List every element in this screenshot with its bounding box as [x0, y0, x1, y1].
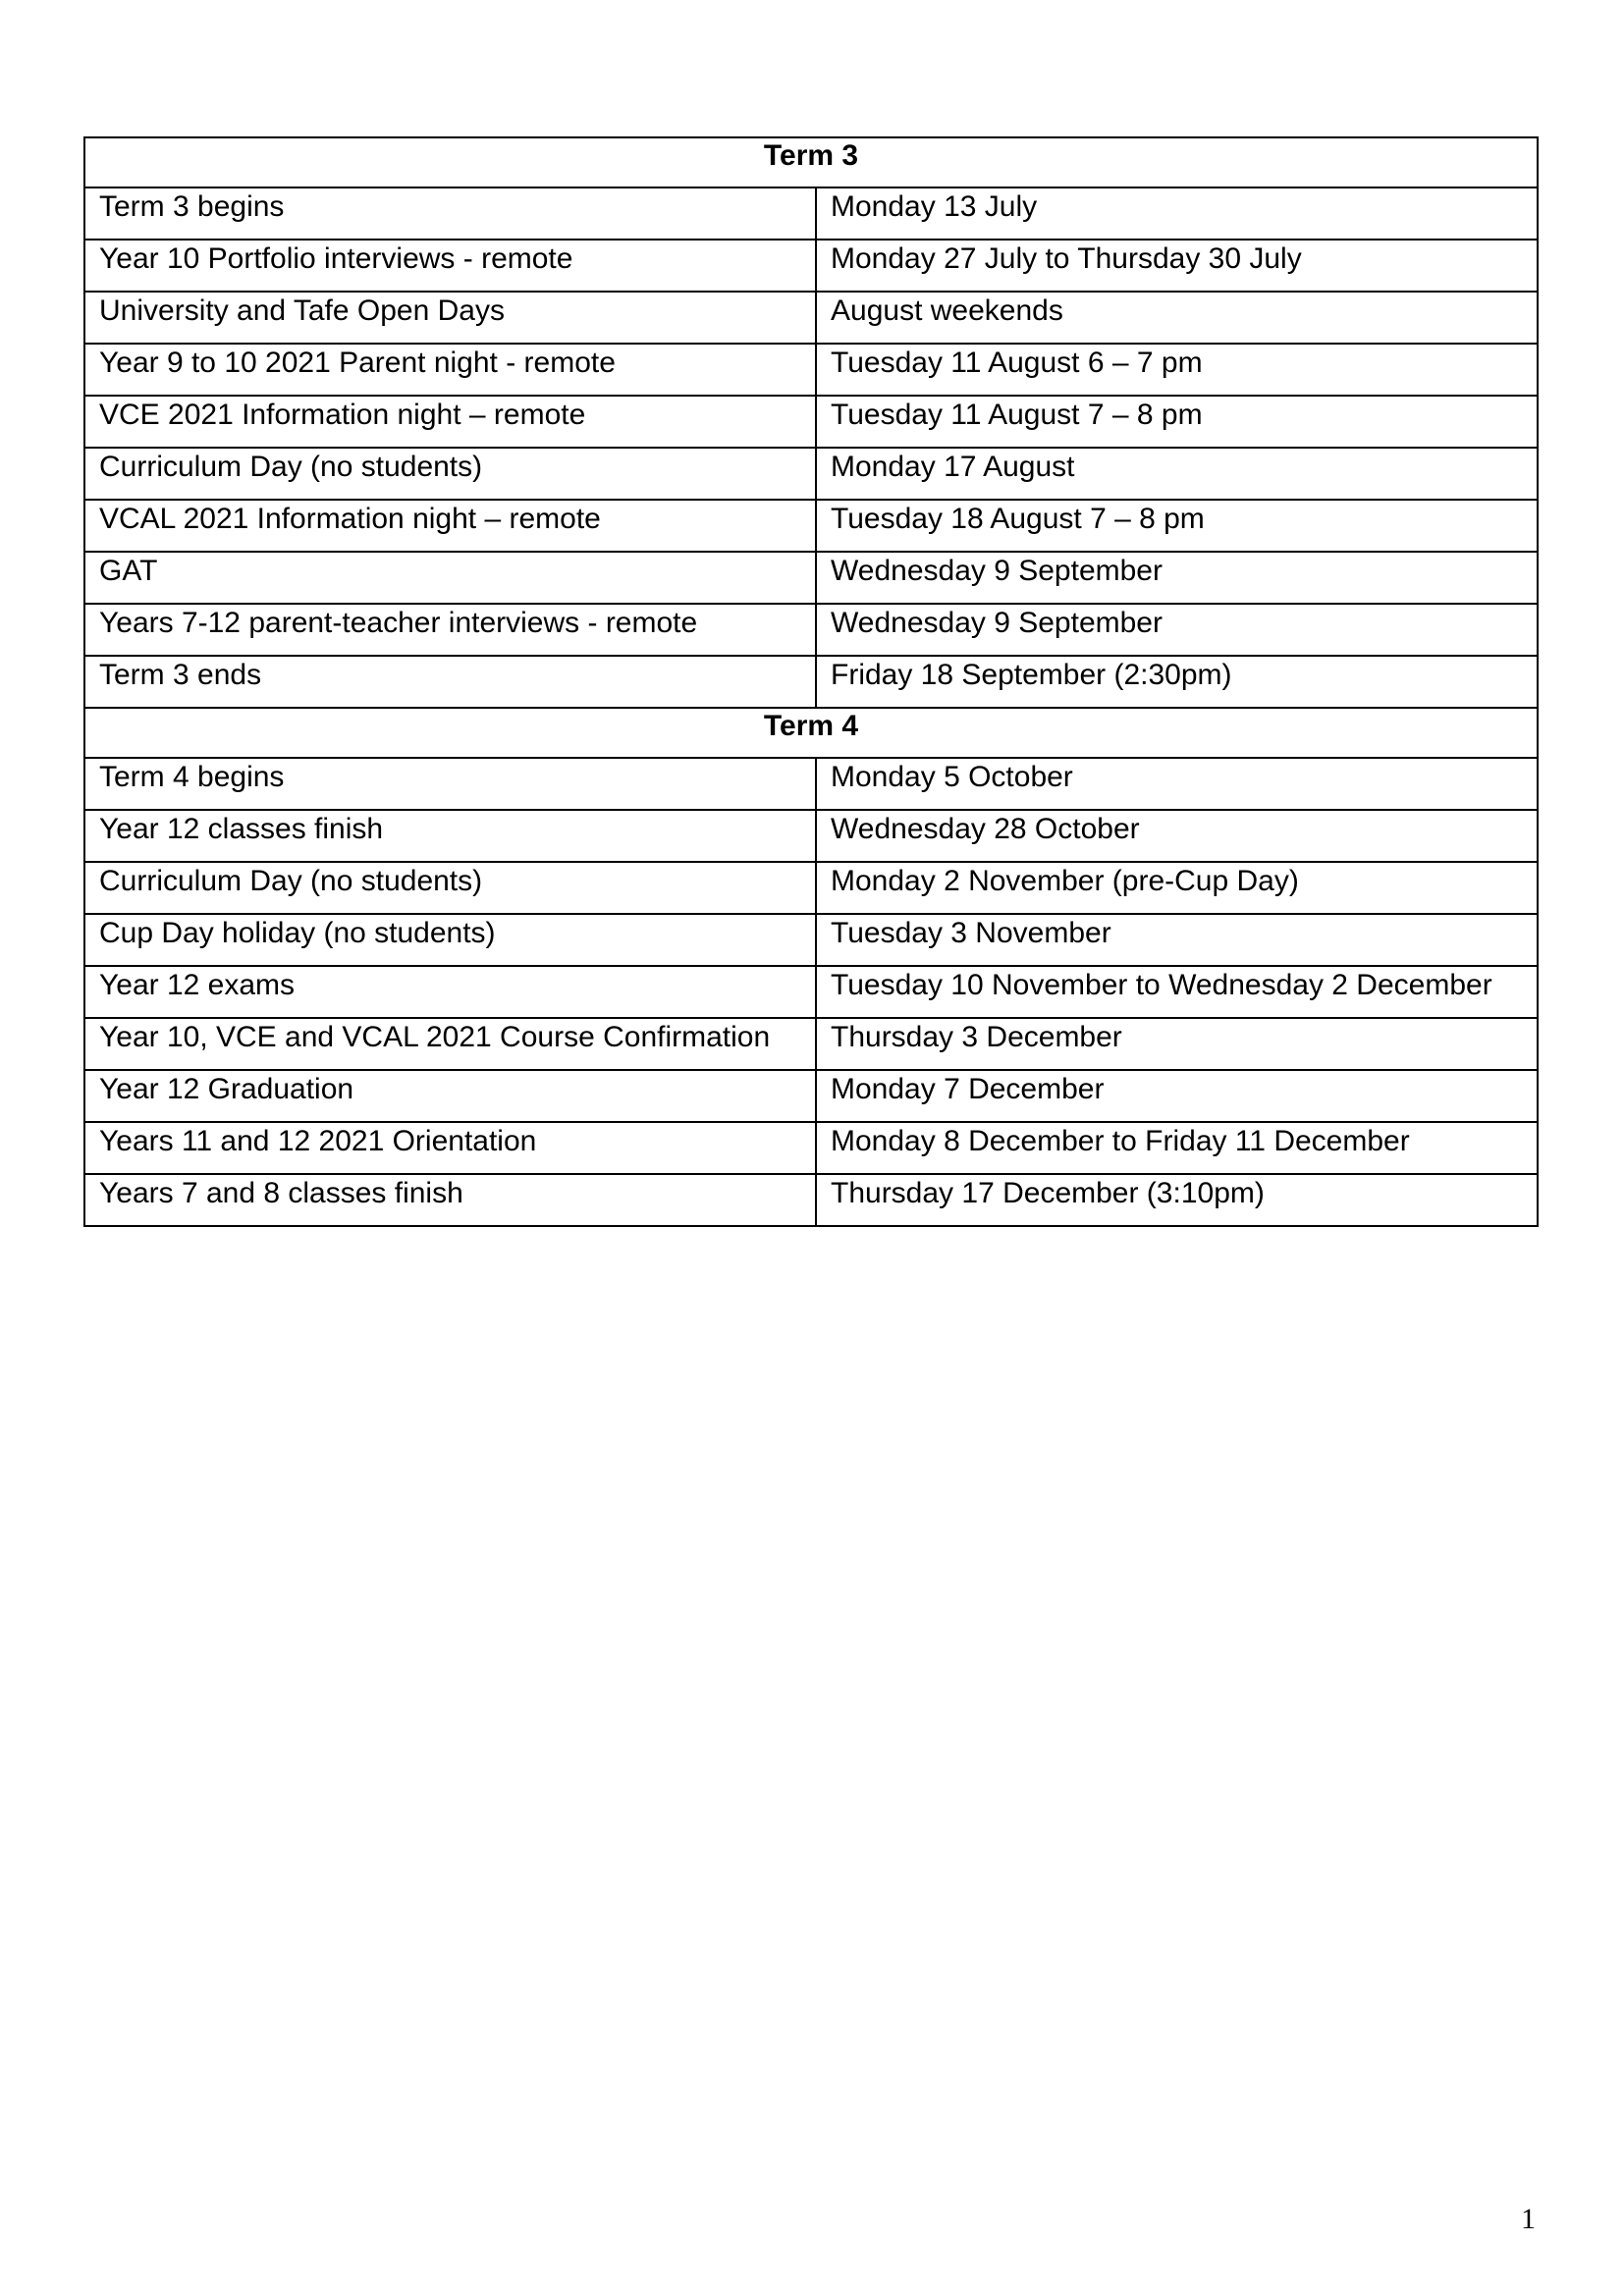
- table-row: [84, 552, 1538, 604]
- event-cell: Year 10, VCE and VCAL 2021 Course Confirmation: [84, 1018, 816, 1070]
- event-cell: Year 12 Graduation: [84, 1070, 816, 1122]
- table-row: [84, 448, 1538, 500]
- table-row: [84, 914, 1538, 966]
- table-row: [84, 1174, 1538, 1226]
- table-row: [84, 344, 1538, 396]
- table-row: [84, 1122, 1538, 1174]
- date-cell: Monday 7 December: [816, 1070, 1538, 1122]
- event-cell: University and Tafe Open Days: [84, 292, 816, 344]
- date-cell: Tuesday 11 August 6 – 7 pm: [816, 344, 1538, 396]
- event-cell: Years 7 and 8 classes finish: [84, 1174, 816, 1226]
- section-heading-row: [84, 708, 1538, 758]
- event-cell: Year 9 to 10 2021 Parent night - remote: [84, 344, 816, 396]
- section-heading-term-3: Term 3: [84, 137, 1538, 187]
- table-row: [84, 187, 1538, 240]
- event-cell: Term 3 begins: [84, 187, 816, 240]
- event-cell: Term 3 ends: [84, 656, 816, 708]
- table-row: [84, 1018, 1538, 1070]
- event-cell: Year 10 Portfolio interviews - remote: [84, 240, 816, 292]
- table-row: [84, 240, 1538, 292]
- date-cell: Tuesday 18 August 7 – 8 pm: [816, 500, 1538, 552]
- date-cell: Friday 18 September (2:30pm): [816, 656, 1538, 708]
- event-cell: VCAL 2021 Information night – remote: [84, 500, 816, 552]
- table-row: [84, 604, 1538, 656]
- table-row: [84, 810, 1538, 862]
- date-cell: Thursday 17 December (3:10pm): [816, 1174, 1538, 1226]
- event-cell: Term 4 begins: [84, 758, 816, 810]
- event-cell: Years 7-12 parent-teacher interviews - remote: [84, 604, 816, 656]
- event-cell: Curriculum Day (no students): [84, 448, 816, 500]
- table-row: [84, 656, 1538, 708]
- date-cell: Monday 5 October: [816, 758, 1538, 810]
- table-row: [84, 292, 1538, 344]
- date-cell: August weekends: [816, 292, 1538, 344]
- table-row: [84, 500, 1538, 552]
- date-cell: Wednesday 9 September: [816, 604, 1538, 656]
- date-cell: Monday 2 November (pre-Cup Day): [816, 862, 1538, 914]
- date-cell: Tuesday 10 November to Wednesday 2 December: [816, 966, 1538, 1018]
- date-cell: Wednesday 9 September: [816, 552, 1538, 604]
- event-cell: Year 12 exams: [84, 966, 816, 1018]
- table-row: [84, 396, 1538, 448]
- event-cell: Curriculum Day (no students): [84, 862, 816, 914]
- date-cell: Wednesday 28 October: [816, 810, 1538, 862]
- date-cell: Thursday 3 December: [816, 1018, 1538, 1070]
- date-cell: Monday 27 July to Thursday 30 July: [816, 240, 1538, 292]
- date-cell: Tuesday 11 August 7 – 8 pm: [816, 396, 1538, 448]
- date-cell: Tuesday 3 November: [816, 914, 1538, 966]
- table-row: [84, 758, 1538, 810]
- term-dates-table: [83, 136, 1539, 1227]
- event-cell: Year 12 classes finish: [84, 810, 816, 862]
- table-row: [84, 1070, 1538, 1122]
- page-number: 1: [1521, 2203, 1536, 2235]
- section-heading-row: [84, 137, 1538, 187]
- table-row: [84, 966, 1538, 1018]
- event-cell: Years 11 and 12 2021 Orientation: [84, 1122, 816, 1174]
- event-cell: VCE 2021 Information night – remote: [84, 396, 816, 448]
- event-cell: Cup Day holiday (no students): [84, 914, 816, 966]
- section-heading-term-4: Term 4: [84, 708, 1538, 758]
- date-cell: Monday 17 August: [816, 448, 1538, 500]
- table-row: [84, 862, 1538, 914]
- event-cell: GAT: [84, 552, 816, 604]
- date-cell: Monday 8 December to Friday 11 December: [816, 1122, 1538, 1174]
- date-cell: Monday 13 July: [816, 187, 1538, 240]
